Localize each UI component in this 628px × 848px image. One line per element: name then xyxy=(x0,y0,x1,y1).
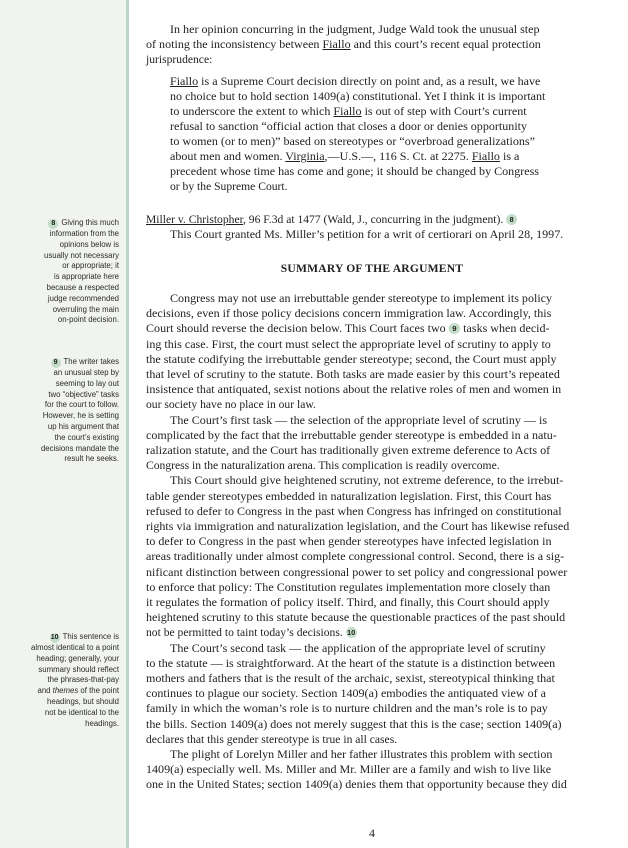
body-text-line: it regulates the formation of policy itself. Third, and finally, this Court should apply xyxy=(146,596,550,609)
body-text-line: mothers and fathers that is the result of the archaic, sexist, stereotypical thinking that xyxy=(146,672,555,685)
block-quote-line: precedent whose time has come and gone; it should be changed by Congress xyxy=(170,165,540,178)
page-number: 4 xyxy=(369,826,375,840)
body-text-line: our society have no place in our law. xyxy=(146,398,316,412)
margin-note-line: two “objective” tasks xyxy=(48,389,119,399)
body-text-line: nificant distinction between congressional power to set policy and congressional power xyxy=(146,565,568,579)
intro-text-line: jurisprudence: xyxy=(146,53,213,66)
body-text-line: The plight of Lorelyn Miller and her father illustrates this problem with section xyxy=(170,748,553,761)
body-text-line: that level of scrutiny to the statute. Both tasks are made easier by this court’s repeated xyxy=(146,368,560,381)
body-text-line: to defer to Congress in the past when gender stereotypes have infected legislation in xyxy=(146,535,552,549)
margin-note-line: and themes of the point xyxy=(37,686,119,696)
margin-note-10 xyxy=(31,632,119,729)
margin-note-line: overruling the main xyxy=(52,304,119,314)
intro-text-line: of noting the inconsistency between Fiallo and this court’s recent equal protection xyxy=(146,38,541,51)
body-text-line: refused to defer to Congress in the past when Congress has infringed on constitutional xyxy=(146,504,562,518)
note-number-badge: 10 xyxy=(50,634,59,641)
margin-note-line: an unusual step by xyxy=(53,368,119,377)
section-heading: SUMMARY OF THE ARGUMENT xyxy=(280,262,464,275)
margin-note-9 xyxy=(41,357,119,465)
body-text-line: ing this case. First, the court must select the appropriate level of scrutiny to apply to xyxy=(146,337,551,351)
body-text-line: table gender stereotypes embedded in naturalization legislation. First, this Court has xyxy=(146,489,552,503)
margin-note-line: heading; generally, your xyxy=(36,653,119,663)
citation-line: Miller v. Christopher, 96 F.3d at 1477 (Wald, J., concurring in the judgment). 8 xyxy=(146,212,517,227)
body-text-line: declares that this gender stereotype is true in all cases. xyxy=(146,732,398,746)
margin-note-line: not be identical to the xyxy=(44,707,119,717)
body-text-line: Congress may not use an irrebuttable gender stereotype to implement its policy xyxy=(170,292,553,305)
margin-note-line: almost identical to a point xyxy=(31,643,119,652)
block-quote-line: no choice but to hold section 1409(a) constitutional. Yet I think it is important xyxy=(170,90,546,103)
margin-note-line: up his argument that xyxy=(47,421,119,431)
margin-note-line: decisions mandate the xyxy=(40,443,119,453)
block-quote-line: or by the Supreme Court. xyxy=(170,180,288,193)
annotation-marker: 8 xyxy=(506,214,517,225)
block-quote-line: about men and women. Virginia,—U.S.—, 116 S. Ct. at 2275. Fiallo is a xyxy=(170,150,520,163)
annotation-marker: 10 xyxy=(346,628,356,638)
margin-note-line: on-point decision. xyxy=(57,315,119,325)
body-text-line: This Court granted Ms. Miller’s petition for a writ of certiorari on April 28, 1997. xyxy=(170,228,564,241)
margin-note-line: for the court to follow. xyxy=(44,400,119,410)
body-text-line: decisions, even if those policy decisions concern immigration law. Accordingly, this xyxy=(146,307,552,321)
sidebar-divider xyxy=(126,0,129,848)
margin-note-8 xyxy=(44,218,119,326)
note-number-badge: 9 xyxy=(51,358,61,368)
body-text-line: The Court’s first task — the selection of the appropriate level of scrutiny — is xyxy=(170,413,548,427)
body-text-line: to the statute — is straightforward. At the heart of the statute is a distinction between xyxy=(146,656,556,670)
body-text-line: The Court’s second task — the application of the appropriate level of scrutiny xyxy=(170,641,546,655)
body-text-line: complicated by the fact that the irrebuttable gender stereotype is embedded in a natu- xyxy=(146,428,557,442)
body-text-line: insistence that antiquated, sexist notions about the relative roles of men and women in xyxy=(146,383,562,397)
margin-note-line: 8 Giving this much xyxy=(44,218,119,229)
body-text-line: continues to plague our society. Section 1409(a) embodies the antiquated view of a xyxy=(146,687,547,701)
body-text-line: Court should reverse the decision below. This Court faces two 9 tasks when decid- xyxy=(146,322,550,336)
margin-note-line: the court’s existing xyxy=(54,432,119,442)
margin-note-line: headings. xyxy=(85,718,119,728)
body-text-line: the statute codifying the irrebuttable gender stereotype; second, the Court must apply xyxy=(146,352,557,366)
margin-note-line: However, he is setting xyxy=(42,411,119,421)
margin-note-line: information from the xyxy=(49,229,119,238)
block-quote-line: Fiallo is a Supreme Court decision directly on point and, as a result, we have xyxy=(170,75,541,88)
margin-note-line: judge recommended xyxy=(47,293,119,303)
body-text-line: the bills. Section 1409(a) does not merely suggest that this is the case; section 1409(a) xyxy=(146,717,562,731)
margin-note-line: or appropriate; it xyxy=(62,261,119,271)
block-quote-line: refusal to sanction “official action that closes a door or denies opportunity xyxy=(170,120,528,133)
margin-note-line: headings, but should xyxy=(47,696,119,706)
block-quote-line: to underscore the extent to which Fiallo is out of step with Court’s current xyxy=(170,105,527,118)
margin-note-line: because a respected xyxy=(46,282,119,292)
body-text-line: areas traditionally under almost complete congressional control. Second, there is a sig- xyxy=(146,550,565,564)
body-text-line: Congress in the naturalization arena. This complication is readily overcome. xyxy=(146,459,500,473)
body-text-line: not be permitted to taint today’s decisions. 10 xyxy=(146,626,356,640)
margin-note-line: usually not necessary xyxy=(44,250,119,260)
margin-note-line: seeming to lay out xyxy=(55,378,119,388)
body-text-line: 1409(a) especially well. Ms. Miller and Mr. Miller are a family and wish to live like xyxy=(146,763,552,777)
note-number-badge: 8 xyxy=(48,219,58,229)
margin-note-line: 10 This sentence is xyxy=(50,632,119,641)
intro-text-line: In her opinion concurring in the judgment, Judge Wald took the unusual step xyxy=(170,23,540,36)
margin-note-line: is appropriate here xyxy=(53,272,119,282)
margin-note-line: the phrases-that-pay xyxy=(47,675,119,685)
margin-note-line: 9 The writer takes xyxy=(41,357,119,368)
body-text-line: heightened scrutiny to this statute because the questionable practices of the past should xyxy=(146,611,566,625)
body-text-line: to enforce that policy: The Constitution regulates implementation more closely than xyxy=(146,580,551,594)
body-text-line: family in which the woman’s role is to nurture children and the man’s role is to pay xyxy=(146,702,548,716)
body-text-line: rights via immigration and naturalization legislation, and the Court has likewise refused xyxy=(146,520,570,533)
margin-note-line: summary should reflect xyxy=(38,664,119,674)
body-text-line: This Court should give heightened scrutiny, not extreme deference, to the irrebut- xyxy=(170,474,564,488)
margin-note-line: result he seeks. xyxy=(64,454,119,464)
body-text-line: ralization statute, and the Court has traditionally given extreme deference to Acts of xyxy=(146,444,551,457)
block-quote-line: to women (or to men)” based on stereotypes or “overbroad generalizations” xyxy=(170,135,535,148)
margin-note-line: opinions below is xyxy=(59,239,119,249)
annotation-marker: 9 xyxy=(449,323,460,334)
body-text-line: one in the United States; section 1409(a) denies them that opportunity because they did xyxy=(146,778,567,792)
